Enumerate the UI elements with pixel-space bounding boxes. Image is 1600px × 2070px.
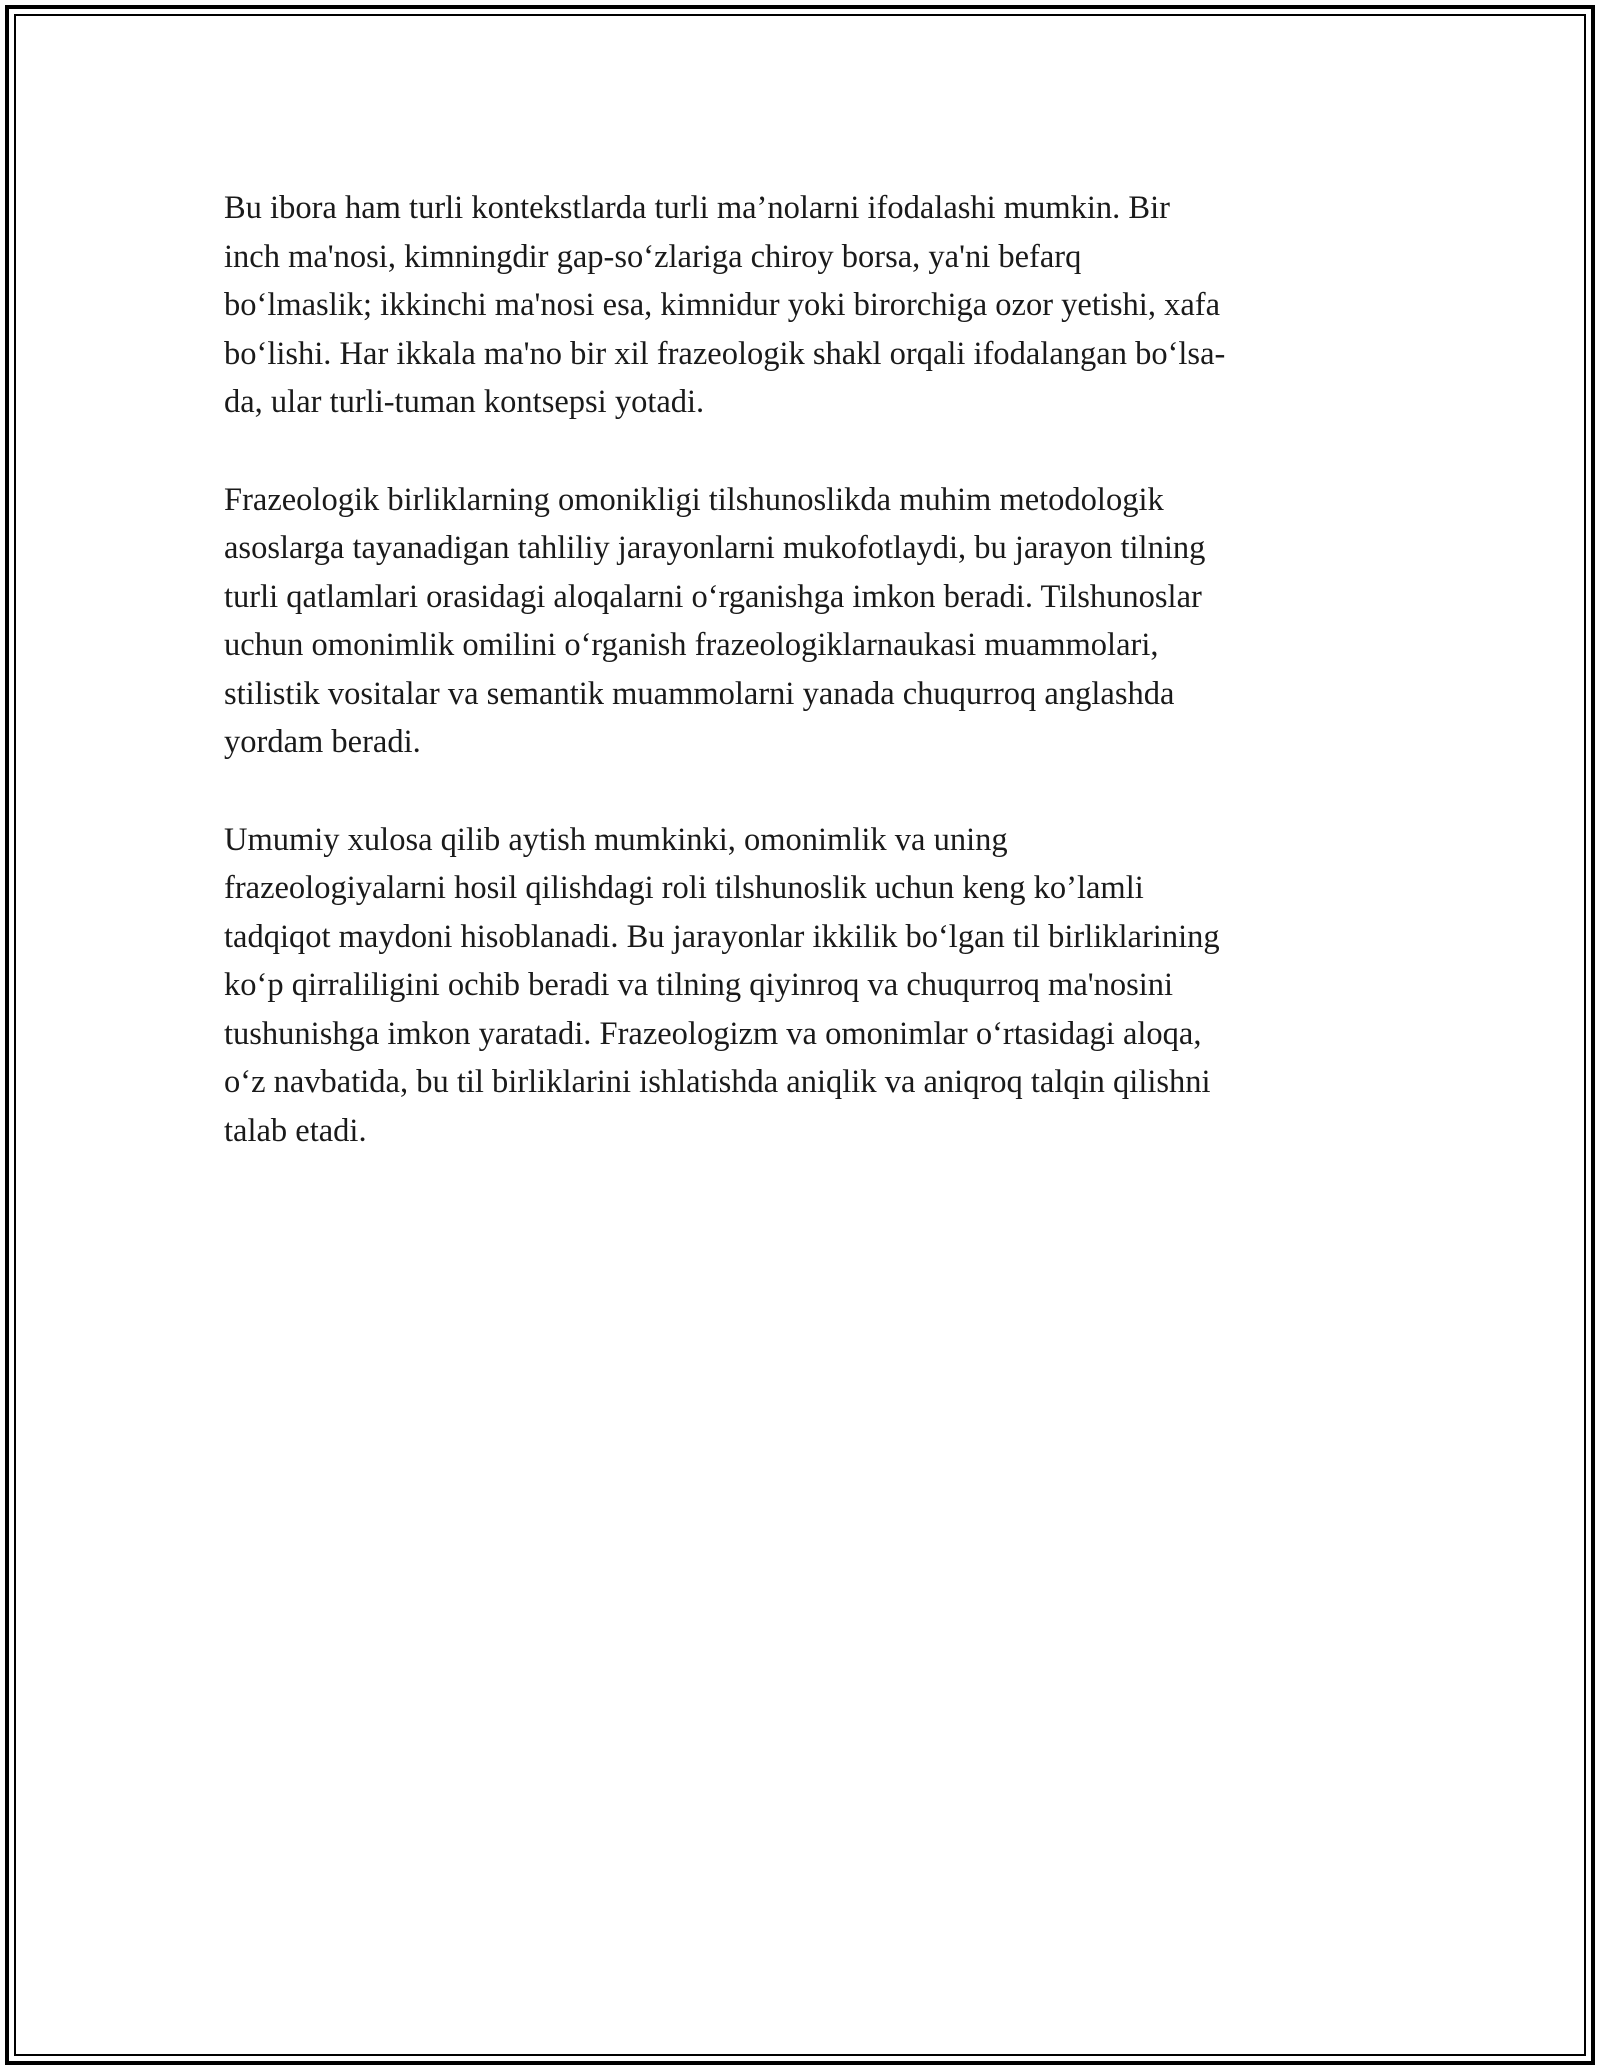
paragraph-3: Umumiy xulosa qilib aytish mumkinki, omonimlik va uning frazeologiyalarni hosil qilishdagi roli tilshunoslik uchun keng ko’lamli tadqiqot maydoni hisoblanadi. Bu jarayonlar ikkilik bo‘lgan til birliklarining ko‘p qirraliligini ochib beradi va tilning qiyinroq va chuqurroq ma'nosini tushunishga imkon yaratadi. Frazeologizm va omonimlar o‘rtasidagi aloqa, o‘z navbatida, bu til birliklarini ishlatishda aniqlik va aniqroq talqin qilishni talab etadi. <box>224 821 1220 1149</box>
paragraph-2: Frazeologik birliklarning omonikligi tilshunoslikda muhim metodologik asoslarga tayanadigan tahliliy jarayonlarni mukofotlaydi, bu jarayon tilning turli qatlamlari orasidagi aloqalarni o‘rganishga imkon beradi. Tilshunoslar uchun omonimlik omilini o‘rganish frazeologiklarnaukasi muammolari, stilistik vositalar va semantik muammolarni yanada chuqurroq anglashda yordam beradi. <box>224 481 1206 760</box>
paragraph-1: Bu ibora ham turli kontekstlarda turli ma’nolarni ifodalashi mumkin. Bir inch ma'nosi, kimningdir gap-so‘zlariga chiroy borsa, ya'ni befarq bo‘lmaslik; ikkinchi ma'nosi esa, kimnidur yoki birorchiga ozor yetishi, xafa bo‘lishi. Har ikkala ma'no bir xil frazeologik shakl orqali ifodalangan bo‘lsa- da, ular turli-tuman kontsepsi yotadi. <box>224 190 1226 420</box>
document-body <box>224 184 1374 1204</box>
